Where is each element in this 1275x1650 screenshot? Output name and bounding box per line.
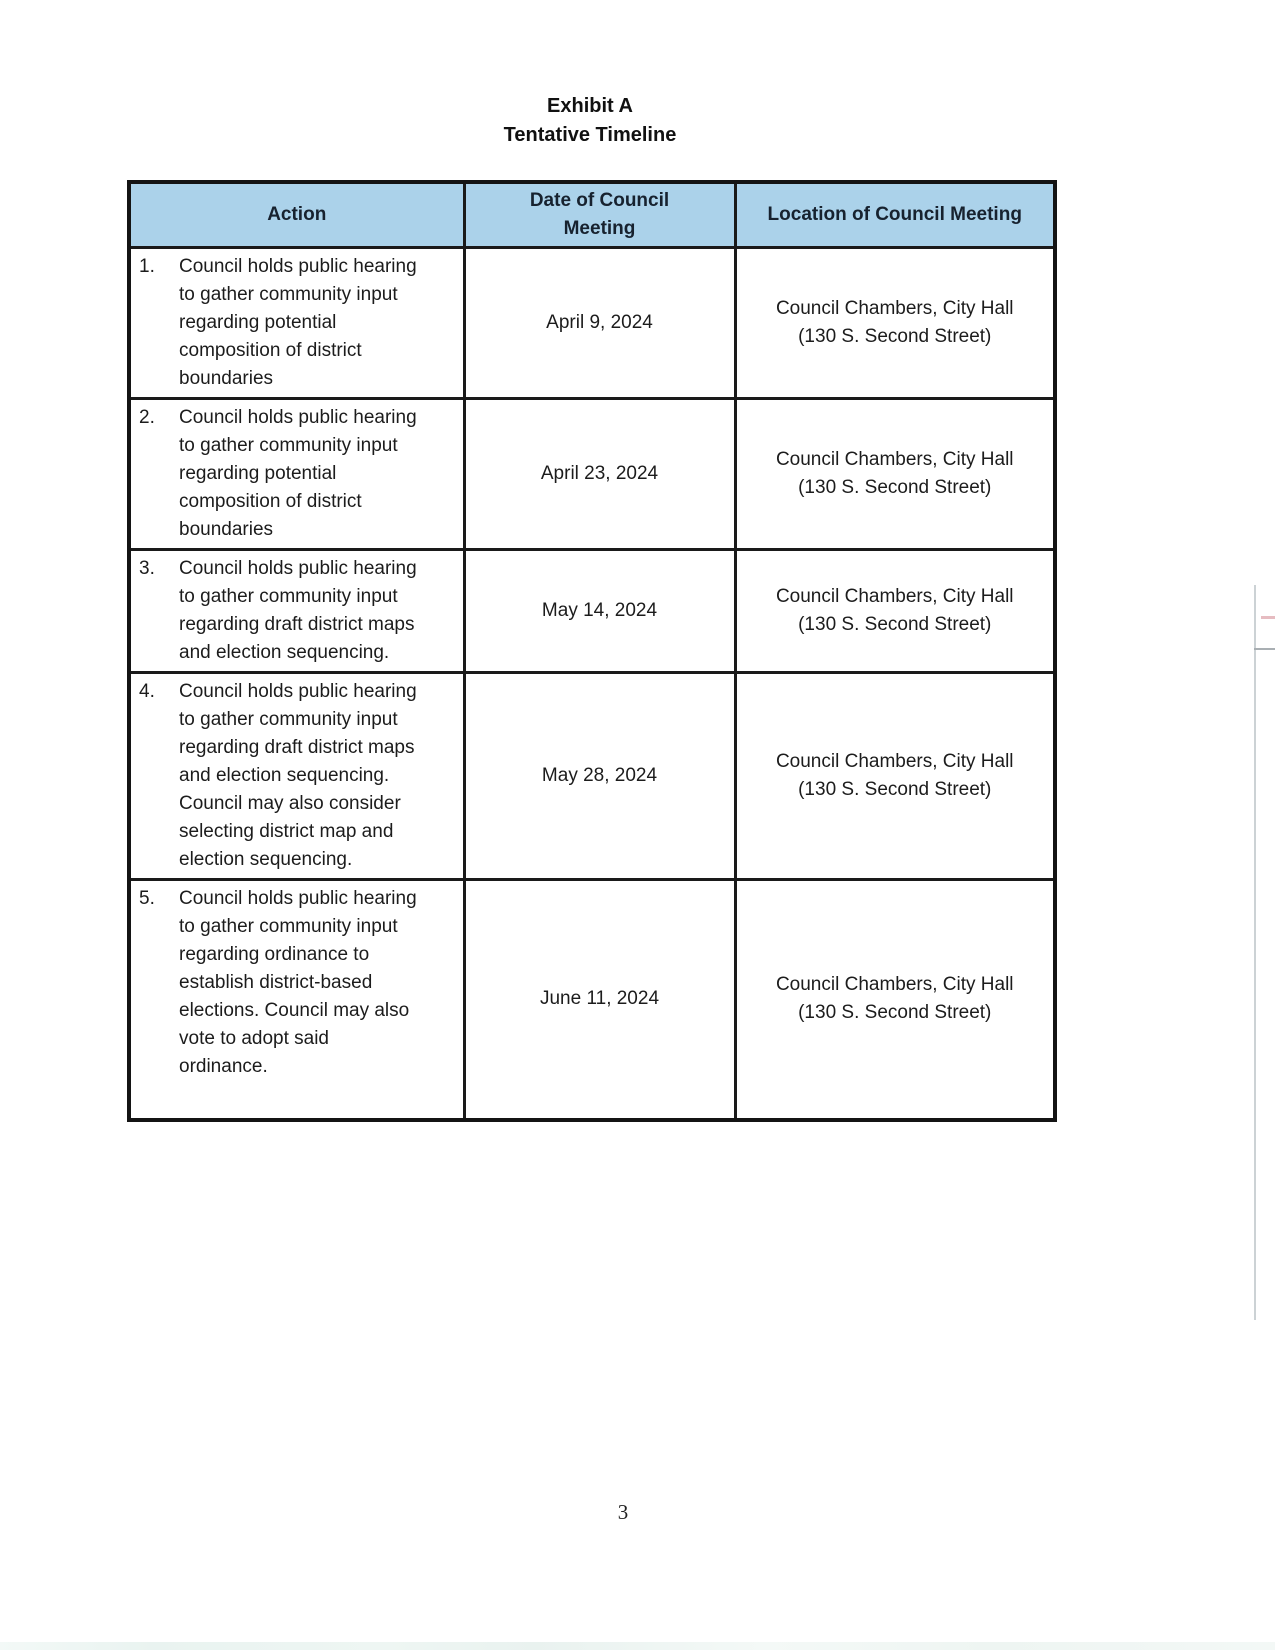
action-text: Council holds public hearing to gather community input regarding draft district maps and election sequencing. bbox=[179, 558, 417, 663]
table-row bbox=[129, 248, 1055, 399]
timeline-table bbox=[127, 180, 1057, 1122]
location-cell bbox=[735, 550, 1055, 673]
row-number: 1. bbox=[139, 256, 155, 277]
date-cell: April 9, 2024 bbox=[464, 248, 735, 399]
table-row bbox=[129, 880, 1055, 1120]
action-cell bbox=[129, 248, 464, 399]
action-cell bbox=[129, 550, 464, 673]
action-cell bbox=[129, 880, 464, 1120]
location-cell bbox=[735, 399, 1055, 550]
column-header-action: Action bbox=[129, 182, 464, 248]
page-number: 3 bbox=[617, 1500, 629, 1524]
action-text: Council holds public hearing to gather community input regarding ordinance to establish district-based elections. Council may also vote to adopt said ordinance. bbox=[179, 888, 417, 1077]
row-number: 4. bbox=[139, 681, 155, 702]
location-line2: (130 S. Second Street) bbox=[798, 326, 992, 347]
scan-artifact-bottom-strip bbox=[0, 1642, 1275, 1650]
location-line2: (130 S. Second Street) bbox=[798, 477, 992, 498]
location-cell bbox=[735, 673, 1055, 880]
row-number: 2. bbox=[139, 407, 155, 428]
action-cell bbox=[129, 673, 464, 880]
exhibit-subtitle: Tentative Timeline bbox=[503, 124, 677, 146]
row-number: 3. bbox=[139, 558, 155, 579]
location-line1: Council Chambers, City Hall bbox=[775, 586, 1014, 607]
location-cell bbox=[735, 880, 1055, 1120]
scan-artifact-horizontal-tick bbox=[1254, 648, 1275, 650]
action-text: Council holds public hearing to gather community input regarding potential composition of district boundaries bbox=[179, 407, 417, 540]
location-line1: Council Chambers, City Hall bbox=[775, 974, 1014, 996]
document-title-block bbox=[127, 92, 1053, 150]
date-cell: May 28, 2024 bbox=[464, 673, 735, 880]
location-line1: Council Chambers, City Hall bbox=[775, 751, 1014, 772]
location-cell bbox=[735, 248, 1055, 399]
date-cell: April 23, 2024 bbox=[464, 399, 735, 550]
column-header-date: Date of Council Meeting bbox=[464, 182, 735, 248]
table-row bbox=[129, 399, 1055, 550]
row-number: 5. bbox=[139, 888, 155, 909]
location-line1: Council Chambers, City Hall bbox=[775, 449, 1014, 470]
location-line2: (130 S. Second Street) bbox=[798, 614, 992, 635]
date-cell: June 11, 2024 bbox=[464, 880, 735, 1120]
table-header-row bbox=[129, 182, 1055, 248]
location-line2: (130 S. Second Street) bbox=[798, 1002, 992, 1024]
location-line1: Council Chambers, City Hall bbox=[775, 298, 1014, 319]
action-cell bbox=[129, 399, 464, 550]
date-cell: May 14, 2024 bbox=[464, 550, 735, 673]
exhibit-title: Exhibit A bbox=[547, 95, 633, 117]
table-row bbox=[129, 550, 1055, 673]
column-header-location: Location of Council Meeting bbox=[735, 182, 1055, 248]
location-line2: (130 S. Second Street) bbox=[798, 779, 992, 800]
scan-artifact-vertical-line bbox=[1254, 585, 1256, 1320]
action-text: Council holds public hearing to gather community input regarding draft district maps and election sequencing. Council may also consider selecting district map and election sequencing. bbox=[179, 681, 417, 870]
scan-artifact-pink-tick bbox=[1261, 616, 1275, 619]
table-row bbox=[129, 673, 1055, 880]
action-text: Council holds public hearing to gather community input regarding potential composition of district boundaries bbox=[179, 256, 417, 389]
